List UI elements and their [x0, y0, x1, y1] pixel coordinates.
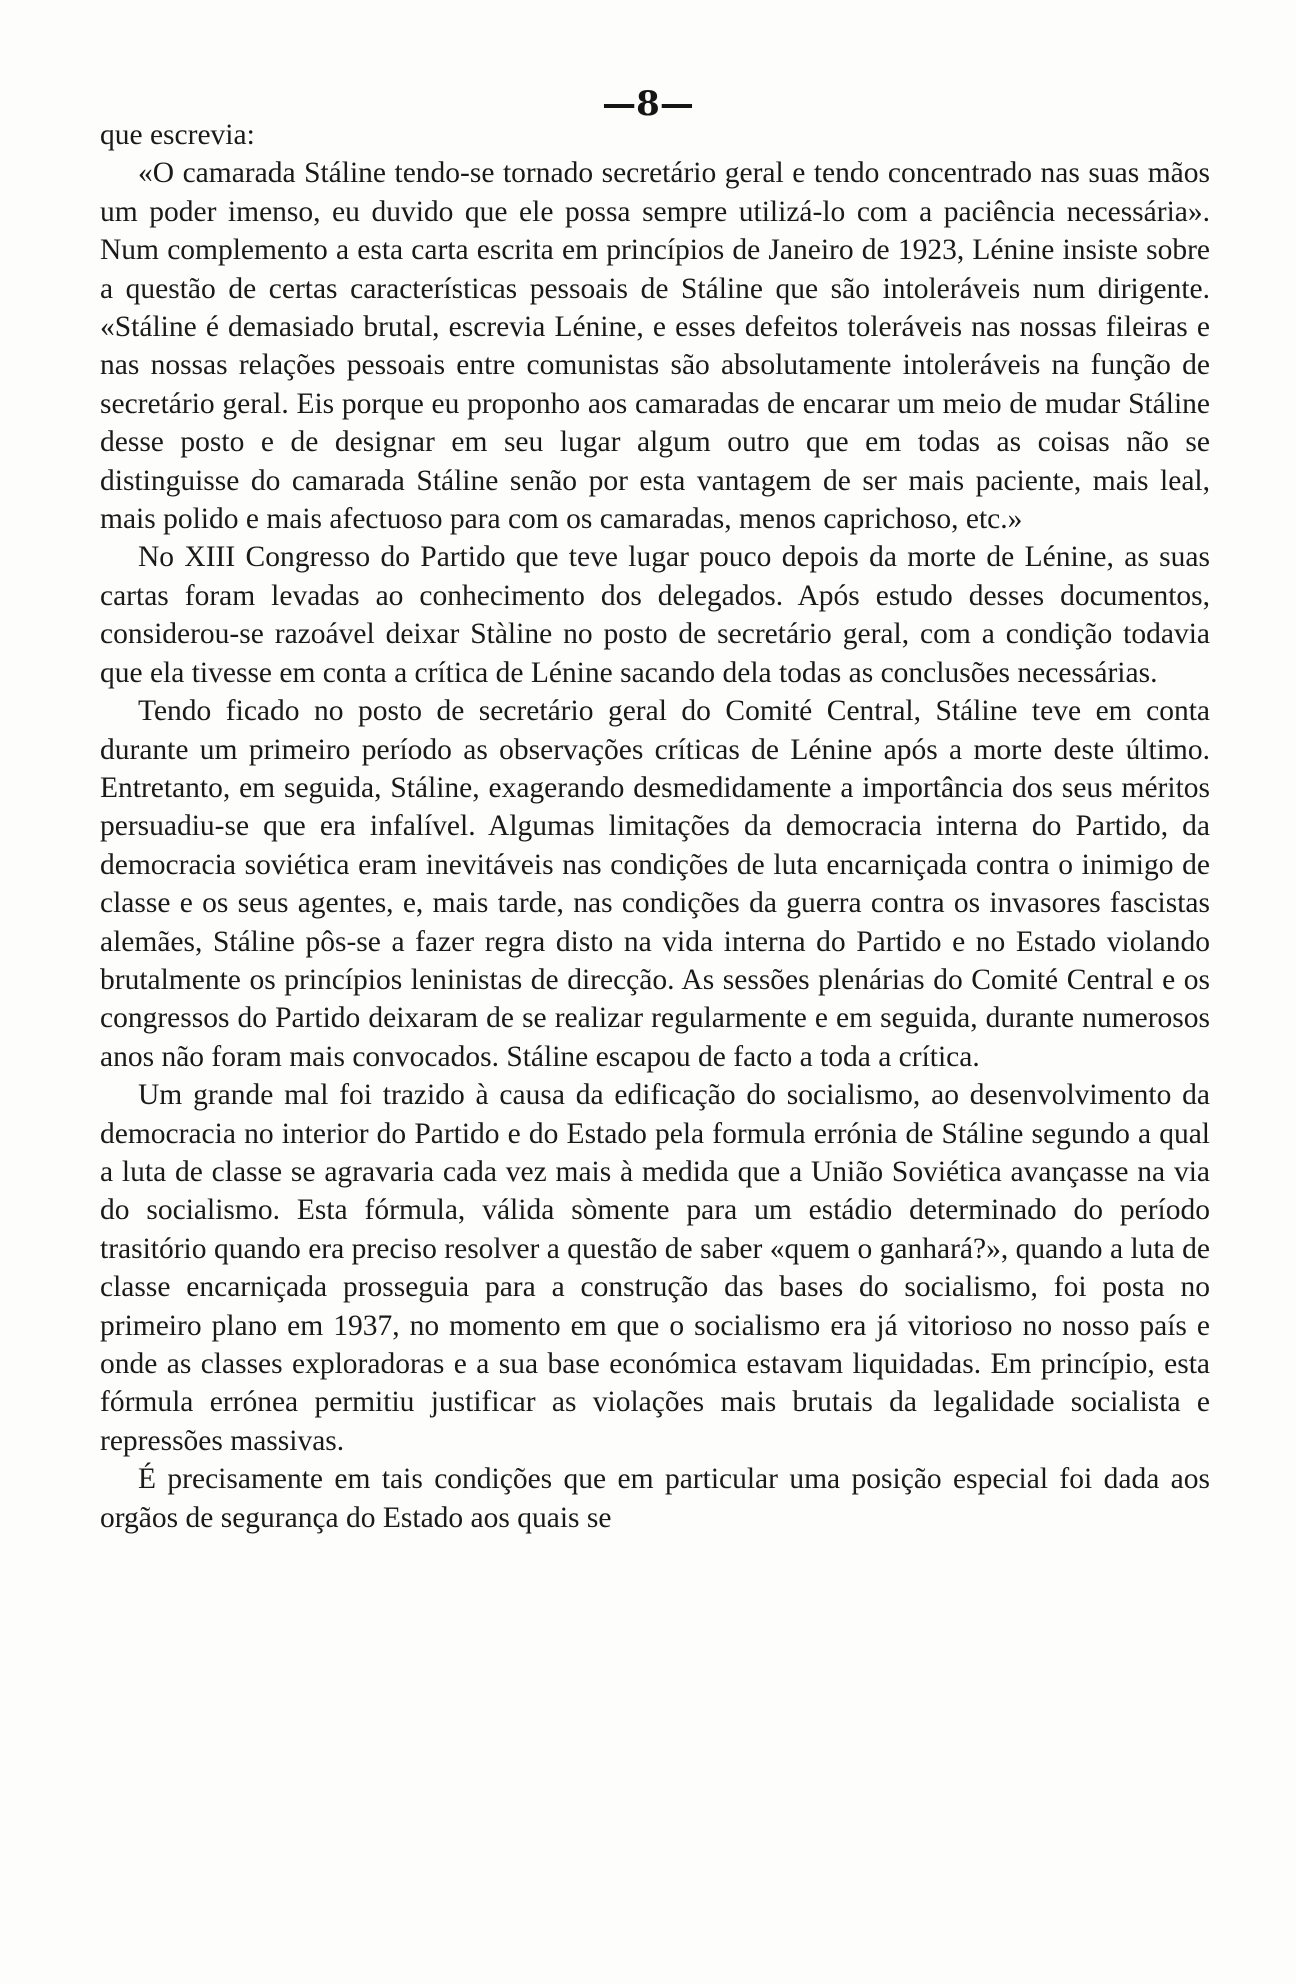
paragraph: É precisamente em tais condições que em particular uma posição especial foi dada aos orgãos de segurança do Estado aos quais se	[100, 1463, 1210, 1534]
paragraph: No XIII Congresso do Partido que teve lugar pouco depois da morte de Lénine, as suas cartas foram levadas ao conhecimento dos delegados. Após estudo desses documentos, considerou-se razoável deixar Stàline no posto de secretário geral, com a condição todavia que ela tivesse em conta a crítica de Lénine sacando dela todas as conclusões necessárias.	[100, 541, 1210, 689]
paragraph: «O camarada Stáline tendo-se tornado secretário geral e tendo concentrado nas suas mãos um poder imenso, eu duvido que ele possa sempre utilizá-lo com a paciência necessária». Num complemento a esta carta escrita em princípios de Janeiro de 1923, Lénine insiste sobre a questão de certas características pessoais de Stáline que são intoleráveis num dirigente. «Stáline é demasiado brutal, escrevia Lénine, e esses defeitos toleráveis nas nossas fileiras e nas nossas relações pessoais entre comunistas são absolutamente intoleráveis na função de secretário geral. Eis porque eu proponho aos camaradas de encarar um meio de mudar Stáline desse posto e de designar em seu lugar algum outro que em todas as coisas não se distinguisse do camarada Stáline senão por esta vantagem de ser mais paciente, mais leal, mais polido e mais afectuoso para com os camaradas, menos caprichoso, etc.»	[100, 157, 1210, 536]
page-number: —8—	[602, 84, 694, 124]
paragraph: que escrevia:	[100, 119, 255, 151]
body-text	[100, 116, 1210, 1537]
paragraph: Um grande mal foi trazido à causa da edificação do socialismo, ao desenvolvimento da democracia no interior do Partido e do Estado pela formula errónia de Stáline segundo a qual a luta de classe se agravaria cada vez mais à medida que a União Soviética avançasse na via do socialismo. Esta fórmula, válida sòmente para um estádio determinado do período trasitório quando era preciso resolver a questão de saber «quem o ganhará?», quando a luta de classe encarniçada prosseguia para a construção das bases do socialismo, foi posta no primeiro plano em 1937, no momento em que o socialismo era já vitorioso no nosso país e onde as classes exploradoras e a sua base económica estavam liquidadas. Em princípio, esta fórmula errónea permitiu justificar as violações mais brutais da legalidade socialista e repressões massivas.	[100, 1079, 1210, 1457]
paragraph: Tendo ficado no posto de secretário geral do Comité Central, Stáline teve em conta durante um primeiro período as observações críticas de Lénine após a morte deste último. Entretanto, em seguida, Stáline, exagerando desmedidamente a importância dos seus méritos persuadiu-se que era infalível. Algumas limitações da democracia interna do Partido, da democracia soviética eram inevitáveis nas condições de luta encarniçada contra o inimigo de classe e os seus agentes, e, mais tarde, nas condições da guerra contra os invasores fascistas alemães, Stáline pôs-se a fazer regra disto na vida interna do Partido e no Estado violando brutalmente os princípios leninistas de direcção. As sessões plenárias do Comité Central e os congressos do Partido deixaram de se realizar regularmente e em seguida, durante numerosos anos não foram mais convocados. Stáline escapou de facto a toda a crítica.	[100, 695, 1210, 1073]
